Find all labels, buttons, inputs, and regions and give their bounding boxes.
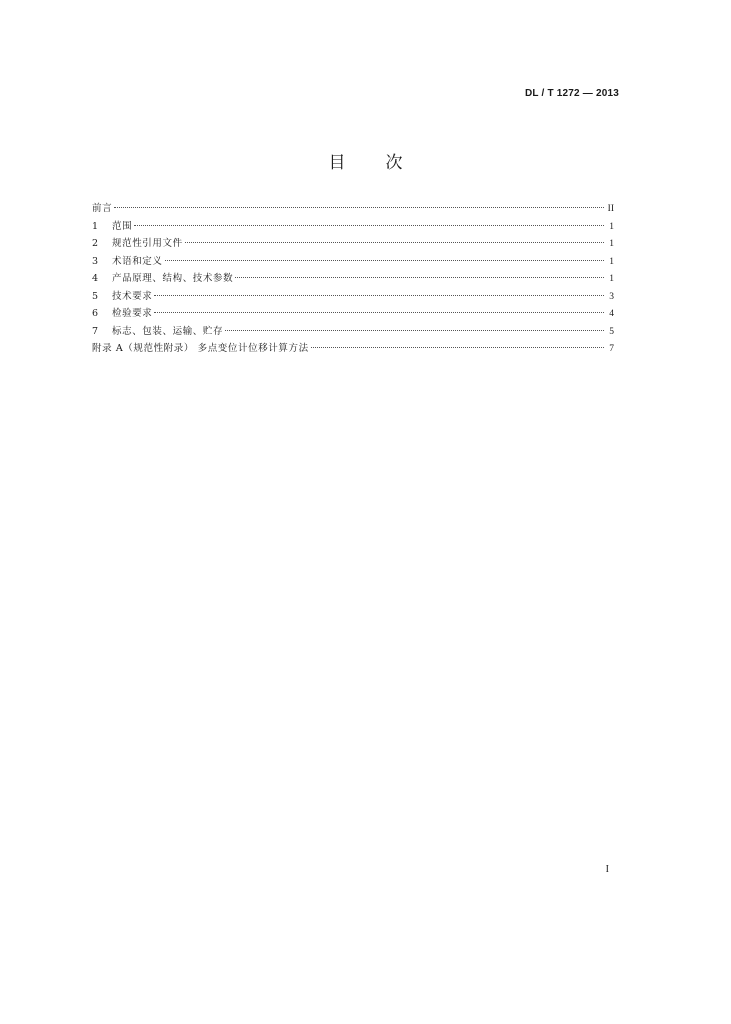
toc-leader-dots — [154, 312, 604, 313]
toc-page-number: 4 — [609, 309, 614, 319]
table-of-contents — [92, 200, 614, 358]
toc-entry-title: 范围 — [112, 220, 133, 232]
toc-entry-marking-packaging[interactable] — [92, 323, 614, 341]
toc-page-number: 5 — [609, 326, 614, 337]
toc-page-number: 1 — [609, 221, 614, 232]
toc-page-number: II — [607, 204, 614, 214]
toc-entry-foreword[interactable] — [92, 200, 614, 218]
toc-leader-dots — [165, 260, 604, 261]
toc-entry-title: 规范性引用文件 — [112, 238, 183, 249]
toc-entry-title: 附录 A（规范性附录） 多点变位计位移计算方法 — [92, 343, 309, 354]
toc-leader-dots — [235, 277, 604, 278]
toc-section-number: 7 — [92, 325, 99, 337]
toc-entry-title: 产品原理、结构、技术参数 — [112, 273, 234, 284]
toc-entry-product-principle[interactable] — [92, 270, 614, 288]
toc-entry-title: 前言 — [92, 203, 113, 214]
toc-entry-title: 检验要求 — [112, 308, 153, 319]
toc-entry-appendix-a[interactable] — [92, 340, 614, 358]
toc-entry-title: 技术要求 — [112, 290, 153, 302]
toc-leader-dots — [225, 330, 604, 331]
toc-section-number: 6 — [92, 308, 99, 319]
toc-leader-dots — [114, 207, 604, 208]
toc-section-number: 4 — [92, 273, 99, 284]
toc-section-number: 5 — [92, 290, 99, 302]
toc-leader-dots — [185, 242, 604, 243]
toc-entry-inspection-requirements[interactable] — [92, 305, 614, 323]
toc-entry-scope[interactable] — [92, 218, 614, 236]
toc-entry-title: 标志、包装、运输、贮存 — [112, 325, 224, 337]
toc-page-number: 1 — [609, 274, 614, 284]
toc-leader-dots — [134, 225, 604, 226]
toc-page-number: 3 — [609, 291, 614, 302]
page-number: I — [605, 864, 609, 875]
toc-entry-terms-definitions[interactable] — [92, 253, 614, 271]
toc-heading: 目次 — [328, 153, 443, 173]
toc-page-number: 1 — [609, 256, 614, 267]
standard-code: DL / T 1272 — 2013 — [524, 88, 619, 99]
toc-section-number: 3 — [92, 255, 99, 267]
toc-entry-title: 术语和定义 — [112, 255, 163, 267]
toc-leader-dots — [154, 295, 604, 296]
toc-page-number: 1 — [609, 239, 614, 249]
toc-leader-dots — [311, 347, 604, 348]
toc-section-number: 2 — [92, 238, 99, 249]
toc-entry-technical-requirements[interactable] — [92, 288, 614, 306]
toc-section-number: 1 — [92, 220, 99, 232]
toc-entry-normative-references[interactable] — [92, 235, 614, 253]
toc-page-number: 7 — [609, 344, 614, 354]
